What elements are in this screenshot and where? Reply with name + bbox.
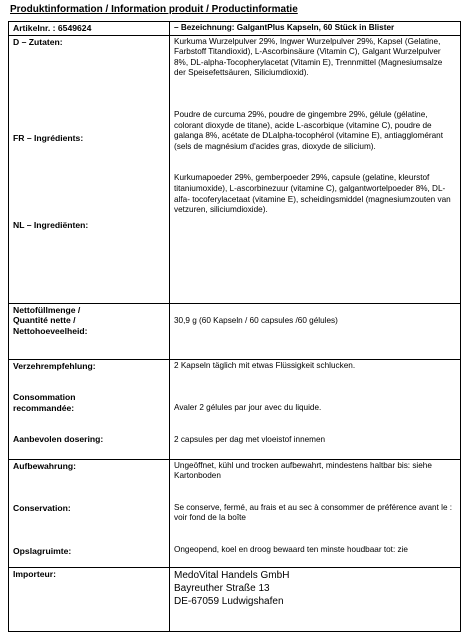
ingredients-fr-label: FR – Ingrédients: — [13, 133, 84, 144]
net-label-de: Nettofüllmenge / — [13, 304, 81, 315]
ingredients-de-text: Kurkuma Wurzelpulver 29%, Ingwer Wurzelpulver 29%, Kapsel (Gelatine, Farbstoff Titandioxid), L-Ascorbinsäure (Vitamin C), Galgant Wurzelpulver 8%, DL-alpha-Tocopherylacetat (Vitamin E), Trennmittel (Magnesiumsalze der Speisefettsäuren, Siliciumdioxid). — [174, 36, 443, 78]
storage-de-text: Ungeöffnet, kühl und trocken aufbewahrt, mindestens haltbar bis: siehe Kartonboden — [174, 460, 432, 481]
article-name: – Bezeichnung: GalgantPlus Kapseln, 60 Stück in Blister — [170, 22, 461, 36]
product-info-table — [8, 21, 461, 632]
ingredients-values — [170, 35, 461, 303]
spacer — [13, 47, 165, 133]
dosage-values — [170, 359, 461, 459]
dosage-labels — [9, 359, 170, 459]
dosage-fr-text: Avaler 2 gélules par jour avec du liquide. — [174, 403, 322, 413]
net-quantity-values — [170, 303, 461, 359]
storage-fr-text: Se conserve, fermé, au frais et au sec à consommer de préférence avant le : voir fond de la boîte — [174, 502, 453, 523]
net-quantity-row — [9, 303, 461, 359]
spacer — [13, 413, 165, 434]
importer-street: Bayreuther Straße 13 — [174, 582, 270, 594]
importer-company: MedoVital Handels GmbH — [174, 569, 290, 581]
net-quantity-labels — [9, 303, 170, 359]
storage-nl-label: Opslagruimte: — [13, 545, 72, 556]
ingredients-row — [9, 35, 461, 303]
dosage-nl-text: 2 capsules per dag met vloeistof innemen — [174, 434, 326, 444]
spacer — [13, 514, 165, 546]
importer-row — [9, 567, 461, 631]
storage-row — [9, 459, 461, 567]
spacer — [13, 471, 165, 503]
spacer — [13, 371, 165, 392]
article-number: Artikelnr. : 6549624 — [9, 22, 170, 36]
storage-values — [170, 459, 461, 567]
dosage-nl-label: Aanbevolen dosering: — [13, 434, 104, 445]
net-label-nl: Nettohoeveelheid: — [13, 325, 88, 336]
storage-de-label: Aufbewahrung: — [13, 460, 77, 471]
ingredients-nl-label: NL – Ingrediënten: — [13, 219, 89, 230]
net-quantity-value: 30,9 g (60 Kapseln / 60 capsules /60 gélules) — [174, 315, 338, 325]
dosage-de-text: 2 Kapseln täglich mit etwas Flüssigkeit schlucken. — [174, 360, 356, 370]
dosage-row — [9, 359, 461, 459]
ingredients-de-label: D – Zutaten: — [13, 36, 63, 47]
dosage-fr-label-2: recommandée: — [13, 402, 75, 413]
dosage-de-label: Verzehrempfehlung: — [13, 360, 96, 371]
storage-labels — [9, 459, 170, 567]
net-label-fr: Quantité nette / — [13, 315, 76, 326]
ingredients-nl-text: Kurkumapoeder 29%, gemberpoeder 29%, capsule (gelatine, kleurstof titaniumoxide), L-ascorbinezuur (vitamine C), galgantwortelpoeder 8%, DL-alfa- tocoferylacetaat (vitamine E), scheidingsmiddel (magnesiumzouten van vetzuren, siliciumdioxide). — [174, 173, 451, 215]
article-row — [9, 22, 461, 36]
spacer — [13, 144, 165, 220]
importer-label: Importeur: — [9, 567, 170, 631]
storage-nl-text: Ongeopend, koel en droog bewaard ten minste houdbaar tot: zie — [174, 544, 408, 554]
page-title: Produktinformation / Information produit / Productinformatie — [10, 4, 298, 15]
storage-fr-label: Conservation: — [13, 503, 71, 514]
importer-city: DE-67059 Ludwigshafen — [174, 595, 284, 607]
importer-address — [170, 567, 461, 631]
ingredients-labels — [9, 35, 170, 303]
dosage-fr-label-1: Consommation — [13, 392, 76, 403]
ingredients-fr-text: Poudre de curcuma 29%, poudre de gingembre 29%, gélule (gélatine, colorant dioxyde de titane), acide L-ascorbique (vitamine C), poudre de galanga 8%, acétate de DLalpha-tocophérol (vitamine E), antiagglomérant (sels de magnésium d'acides gras, dioxyde de silicium). — [174, 109, 443, 151]
